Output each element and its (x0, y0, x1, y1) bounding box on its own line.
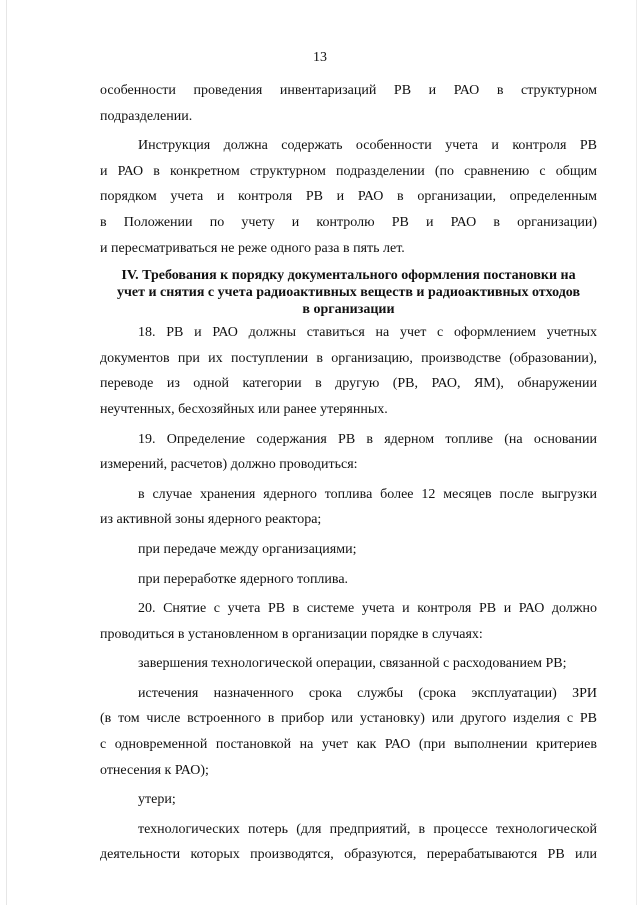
paragraph-line: и РАО в конкретном структурном подразделении (по сравнению с общим (100, 163, 597, 179)
paragraph-line: неучтенных, бесхозяйных или ранее утерянных. (100, 401, 388, 417)
paragraph-line: подразделении. (100, 108, 193, 124)
paragraph-line: порядком учета и контроля РВ и РАО в организации, определенным (100, 189, 597, 205)
heading-line: IV. Требования к порядку документального оформления постановки на (121, 268, 576, 284)
paragraph-line: 20. Снятие с учета РВ в системе учета и контроля РВ и РАО должно (138, 601, 597, 617)
paragraph-line: утери; (138, 792, 176, 808)
section-heading (100, 267, 597, 318)
paragraph-line: документов при их поступлении в организацию, производстве (образовании), (100, 350, 597, 366)
paragraph-line: измерений, расчетов) должно проводиться: (100, 457, 358, 473)
paragraph-line: особенности проведения инвентаризаций РВ и РАО в структурном (100, 83, 597, 98)
paragraph-line: деятельности которых производятся, образуются, перерабатываются РВ или (100, 847, 597, 863)
paragraph-line: проводиться в установленном в организации порядке в случаях: (100, 626, 483, 642)
paragraph-line: 19. Определение содержания РВ в ядерном топливе (на основании (138, 431, 597, 447)
paragraph-line: при переработке ядерного топлива. (138, 571, 349, 587)
scan-edge-right (636, 0, 637, 905)
paragraph-line: 18. РВ и РАО должны ставиться на учет с оформлением учетных (138, 325, 597, 341)
paragraph-line: с одновременной постановкой на учет как РАО (при выполнении критериев (100, 737, 597, 753)
body-text (100, 78, 597, 868)
page-number: 13 (313, 50, 327, 65)
paragraph-line: Инструкция должна содержать особенности учета и контроля РВ (138, 138, 597, 154)
paragraph-line: завершения технологической операции, связанной с расходованием РВ; (138, 656, 567, 672)
scan-edge-left (6, 0, 7, 905)
paragraph-line: из активной зоны ядерного реактора; (100, 512, 322, 528)
paragraph-line: технологических потерь (для предприятий, в процессе технологической (138, 821, 597, 837)
paragraph-line: (в том числе встроенного в прибор или установку) или другого изделия с РВ (100, 711, 597, 727)
paragraph-line: переводе из одной категории в другую (РВ, РАО, ЯМ), обнаружении (100, 376, 597, 392)
paragraph-line: и пересматриваться не реже одного раза в пять лет. (100, 240, 405, 256)
paragraph-line: в Положении по учету и контролю РВ и РАО в организации) (100, 214, 597, 230)
paragraph-line: истечения назначенного срока службы (срока эксплуатации) ЗРИ (138, 685, 597, 701)
heading-line: в организации (302, 302, 395, 318)
heading-line: учет и снятия с учета радиоактивных веществ и радиоактивных отходов (116, 285, 581, 301)
paragraph-line: отнесения к РАО); (100, 762, 209, 778)
paragraph-line: в случае хранения ядерного топлива более 12 месяцев после выгрузки (138, 486, 597, 502)
paragraph-line: при передаче между организациями; (138, 541, 357, 557)
